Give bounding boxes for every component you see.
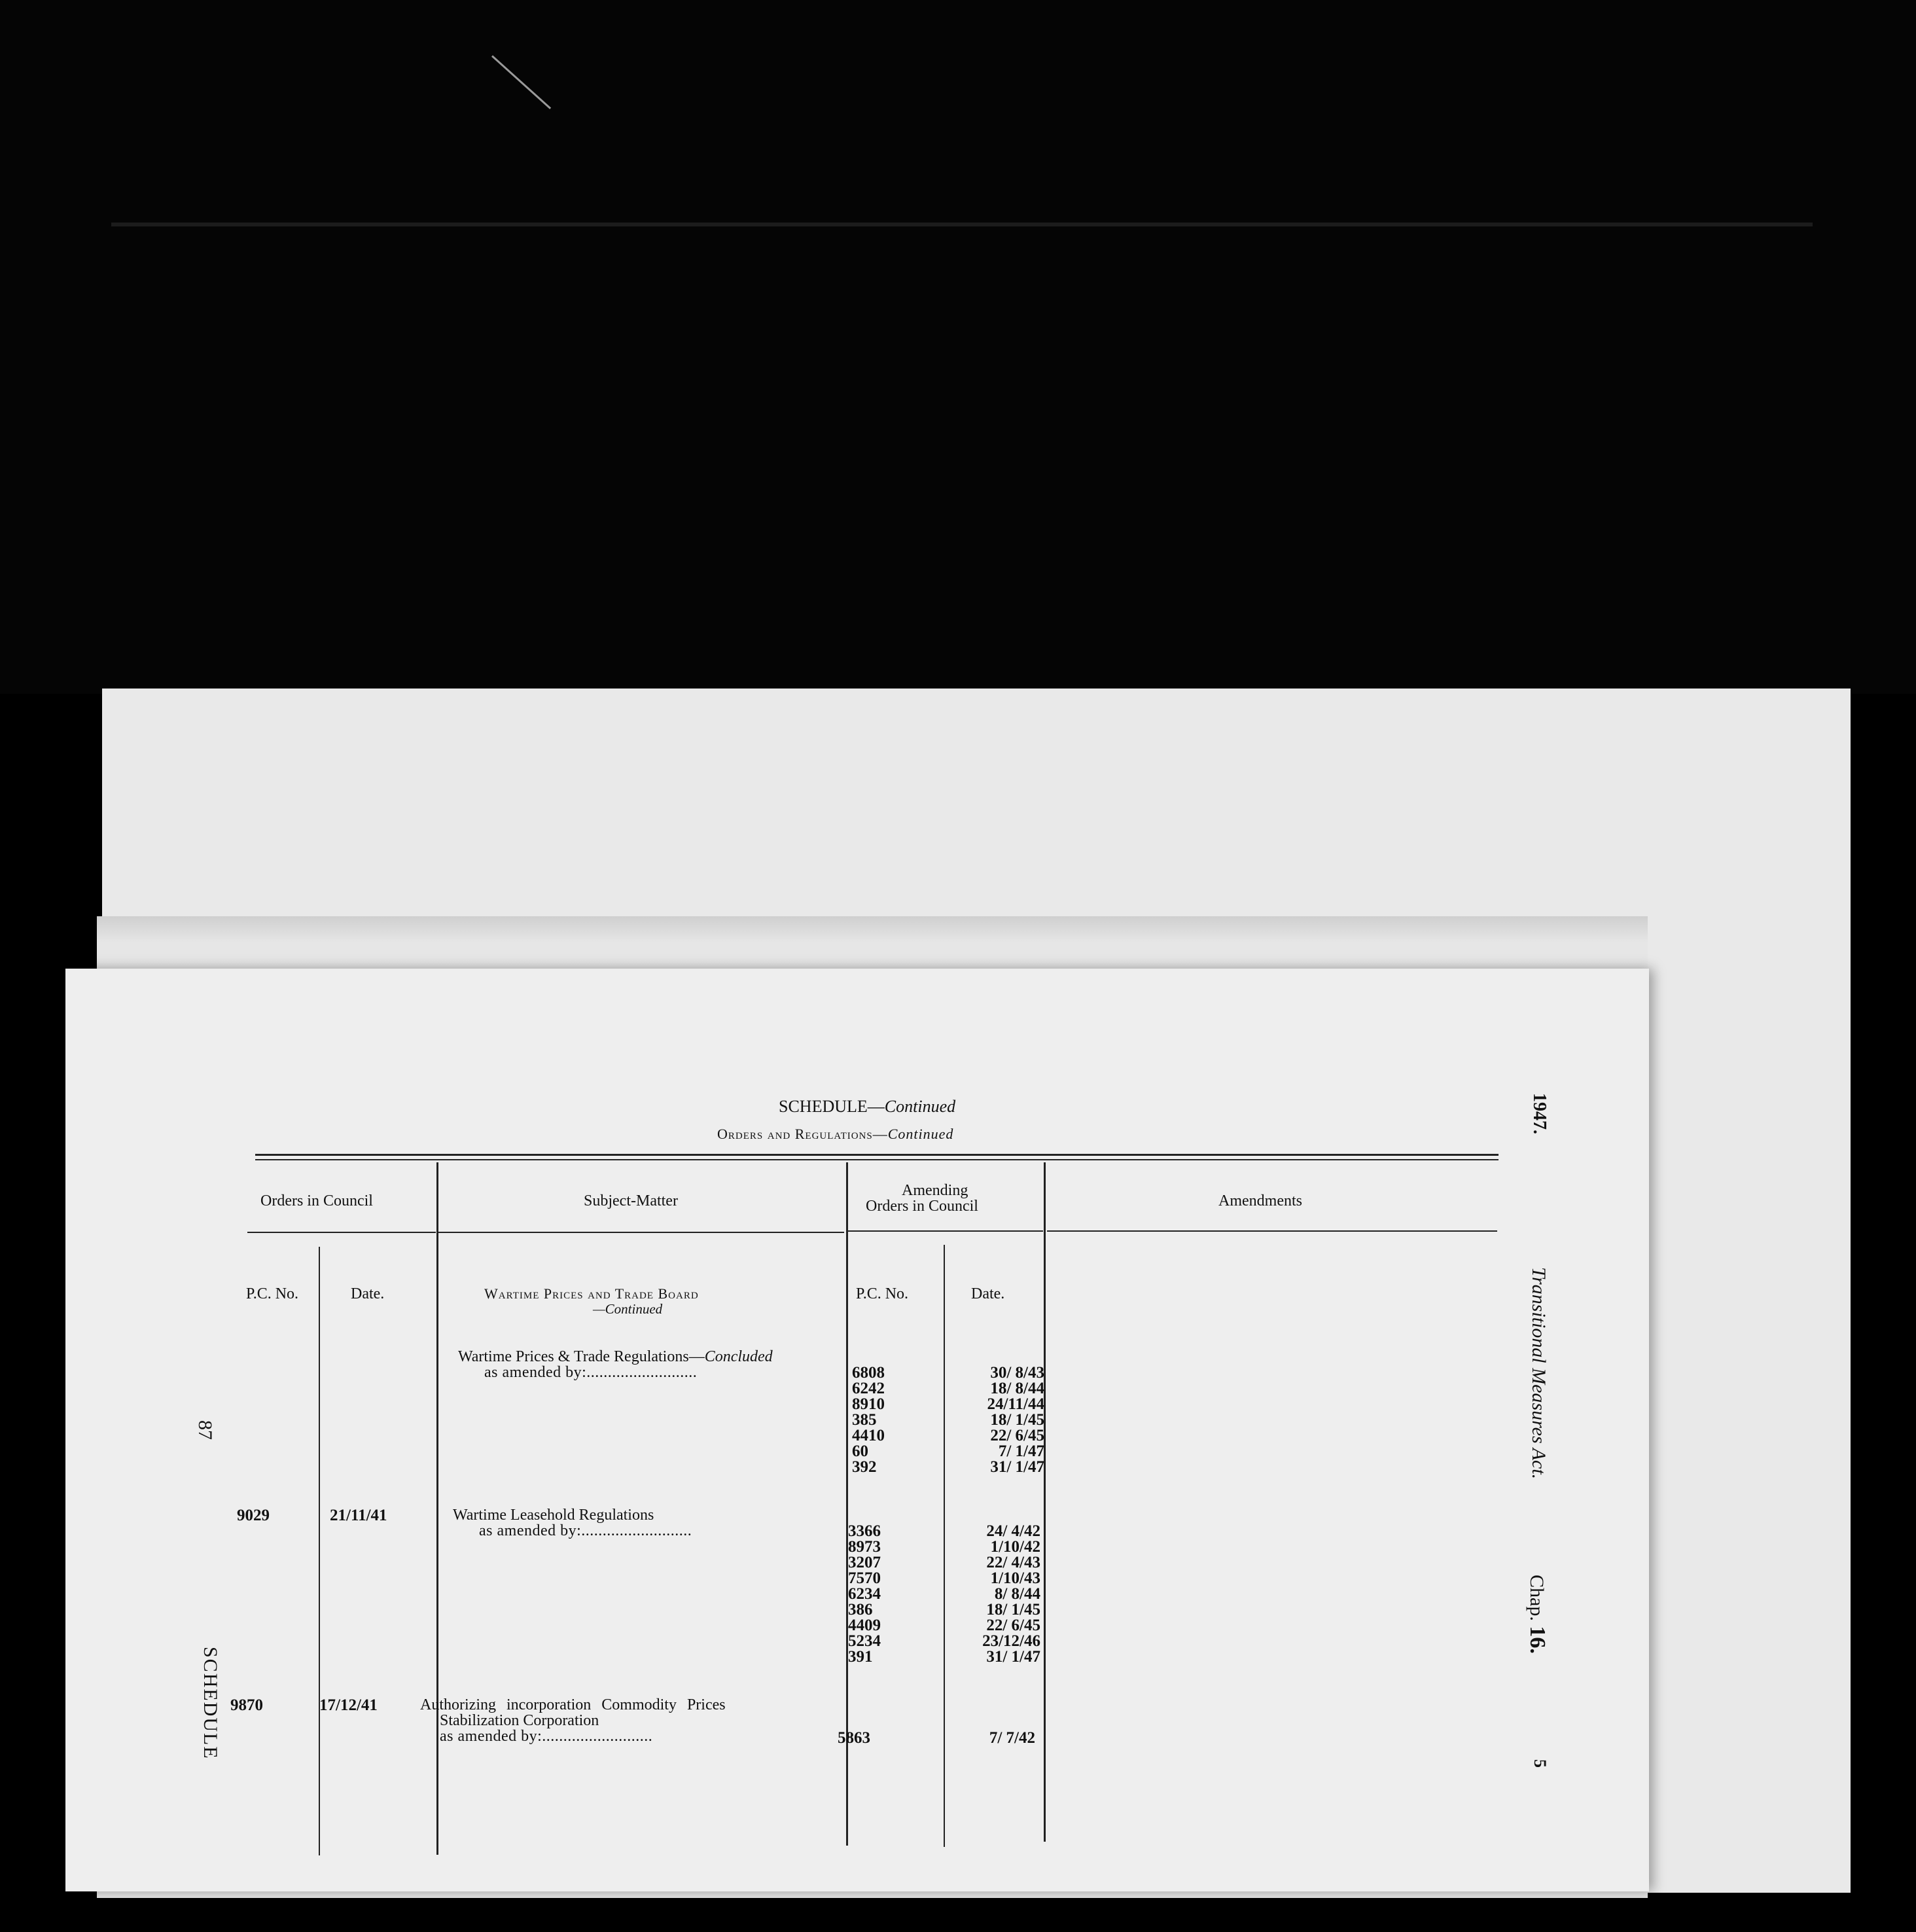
section-continued-text: —Continued <box>593 1301 663 1317</box>
column-rule-amend-pcdate <box>944 1245 945 1847</box>
entry-2-amend-date-9: 31/ 1/47 <box>986 1648 1040 1666</box>
header-rule-amending <box>847 1230 1043 1232</box>
entry-1-amend-pc-7: 392 <box>852 1458 877 1476</box>
entry-2-subject: Wartime Leasehold Regulations <box>453 1507 654 1524</box>
running-head-year: 1947. <box>1529 1093 1550 1134</box>
schedule-title-italic: Continued <box>884 1097 956 1116</box>
entry-3-subject-line2: Stabilization Corporation <box>440 1712 599 1729</box>
entry-3-pc-no: 9870 <box>230 1696 263 1714</box>
microfilm-background <box>0 0 1916 694</box>
top-rule <box>255 1154 1499 1156</box>
entry-1-subject-italic: Concluded <box>704 1348 773 1365</box>
entry-2-amend-pc-6: 386 <box>848 1601 873 1619</box>
column-rule-3 <box>1044 1162 1046 1842</box>
orders-and-regulations-heading <box>717 1126 953 1143</box>
entry-2-amend-pc-9: 391 <box>848 1648 873 1666</box>
entry-1-amend-date-5: 22/ 6/45 <box>990 1427 1044 1444</box>
entry-1-subject <box>458 1348 773 1366</box>
entry-2-amend-date-7: 22/ 6/45 <box>986 1617 1040 1634</box>
margin-schedule-label: SCHEDULE <box>200 1647 221 1760</box>
entry-3-amend-date-1: 7/ 7/42 <box>989 1729 1035 1747</box>
subheader-amend-pc-no: P.C. No. <box>856 1285 909 1302</box>
subheader-pc-no: P.C. No. <box>246 1285 299 1302</box>
entry-2-amend-pc-5: 6234 <box>848 1585 881 1603</box>
entry-1-amend-date-7: 31/ 1/47 <box>990 1458 1044 1476</box>
document-page <box>65 969 1649 1891</box>
subtitle-text: Orders and Regulations— <box>717 1126 888 1142</box>
subtitle-italic: Continued <box>887 1126 954 1142</box>
margin-page-ref: 87 <box>194 1420 216 1440</box>
entry-3-amend-pc-1: 5863 <box>838 1729 870 1747</box>
entry-1-amend-date-3: 24/11/44 <box>987 1395 1044 1413</box>
entry-3-subject-line1: Authorizing incorporation Commodity Prices <box>420 1696 726 1713</box>
entry-2-amend-date-3: 22/ 4/43 <box>986 1554 1040 1571</box>
column-rule-pcdate <box>319 1247 320 1855</box>
entry-2-amend-pc-8: 5234 <box>848 1632 881 1650</box>
entry-2-amended-by: as amended by:.......................... <box>479 1522 692 1539</box>
entry-2-amend-date-6: 18/ 1/45 <box>986 1601 1040 1619</box>
header-rule-subject <box>438 1232 844 1233</box>
header-amending-line2: Orders in Council <box>866 1198 978 1215</box>
header-rule-orders <box>247 1232 436 1233</box>
header-amending-line1: Amending <box>902 1182 968 1199</box>
schedule-title-text: SCHEDULE— <box>779 1097 885 1116</box>
header-orders-in-council: Orders in Council <box>260 1192 373 1209</box>
column-rule-1 <box>436 1162 438 1855</box>
header-subject-matter: Subject-Matter <box>584 1192 678 1209</box>
entry-1-amend-pc-3: 8910 <box>852 1395 885 1413</box>
top-rule-2 <box>255 1159 1499 1160</box>
subheader-amend-date: Date. <box>971 1285 1005 1302</box>
entry-1-amend-date-6: 7/ 1/47 <box>998 1442 1044 1460</box>
entry-2-amend-pc-7: 4409 <box>848 1617 881 1634</box>
entry-3-amended-by: as amended by:.......................... <box>440 1728 653 1745</box>
running-head-chapter <box>1525 1575 1550 1654</box>
entry-1-amend-pc-2: 6242 <box>852 1380 885 1397</box>
running-head-page-number: 5 <box>1531 1759 1550 1768</box>
entry-2-amend-date-8: 23/12/46 <box>982 1632 1040 1650</box>
entry-1-amend-pc-5: 4410 <box>852 1427 885 1444</box>
section-continued <box>593 1301 662 1317</box>
entry-1-amend-pc-6: 60 <box>852 1442 868 1460</box>
subheader-date: Date. <box>351 1285 385 1302</box>
entry-2-amend-date-1: 24/ 4/42 <box>986 1522 1040 1540</box>
entry-1-amend-date-4: 18/ 1/45 <box>990 1411 1044 1429</box>
entry-1-subject-text: Wartime Prices & Trade Regulations— <box>458 1348 705 1365</box>
entry-1-amend-pc-4: 385 <box>852 1411 877 1429</box>
entry-1-amend-date-2: 18/ 8/44 <box>990 1380 1044 1397</box>
entry-2-pc-no: 9029 <box>237 1507 270 1524</box>
entry-2-date: 21/11/41 <box>330 1507 387 1524</box>
entry-2-amend-date-5: 8/ 8/44 <box>994 1585 1040 1603</box>
entry-2-amend-pc-4: 7570 <box>848 1569 881 1587</box>
entry-2-amend-date-2: 1/10/42 <box>990 1538 1040 1556</box>
schedule-title <box>779 1097 955 1117</box>
running-head-chapter-number: 16. <box>1525 1626 1550 1654</box>
entry-2-amend-date-4: 1/10/43 <box>990 1569 1040 1587</box>
entry-1-amend-date-1: 30/ 8/43 <box>990 1364 1044 1382</box>
header-amendments: Amendments <box>1218 1192 1302 1209</box>
running-head-act-title: Transitional Measures Act. <box>1528 1267 1550 1480</box>
entry-2-amend-pc-2: 8973 <box>848 1538 881 1556</box>
entry-2-amend-pc-3: 3207 <box>848 1554 881 1571</box>
film-band <box>111 223 1813 226</box>
entry-3-date: 17/12/41 <box>319 1696 378 1714</box>
entry-1-amended-by: as amended by:.......................... <box>484 1364 698 1381</box>
running-head-chapter-label: Chap. <box>1526 1575 1548 1621</box>
header-rule-amendments <box>1047 1230 1497 1232</box>
section-heading: Wartime Prices and Trade Board <box>484 1285 699 1302</box>
entry-1-amend-pc-1: 6808 <box>852 1364 885 1382</box>
entry-2-amend-pc-1: 3366 <box>848 1522 881 1540</box>
